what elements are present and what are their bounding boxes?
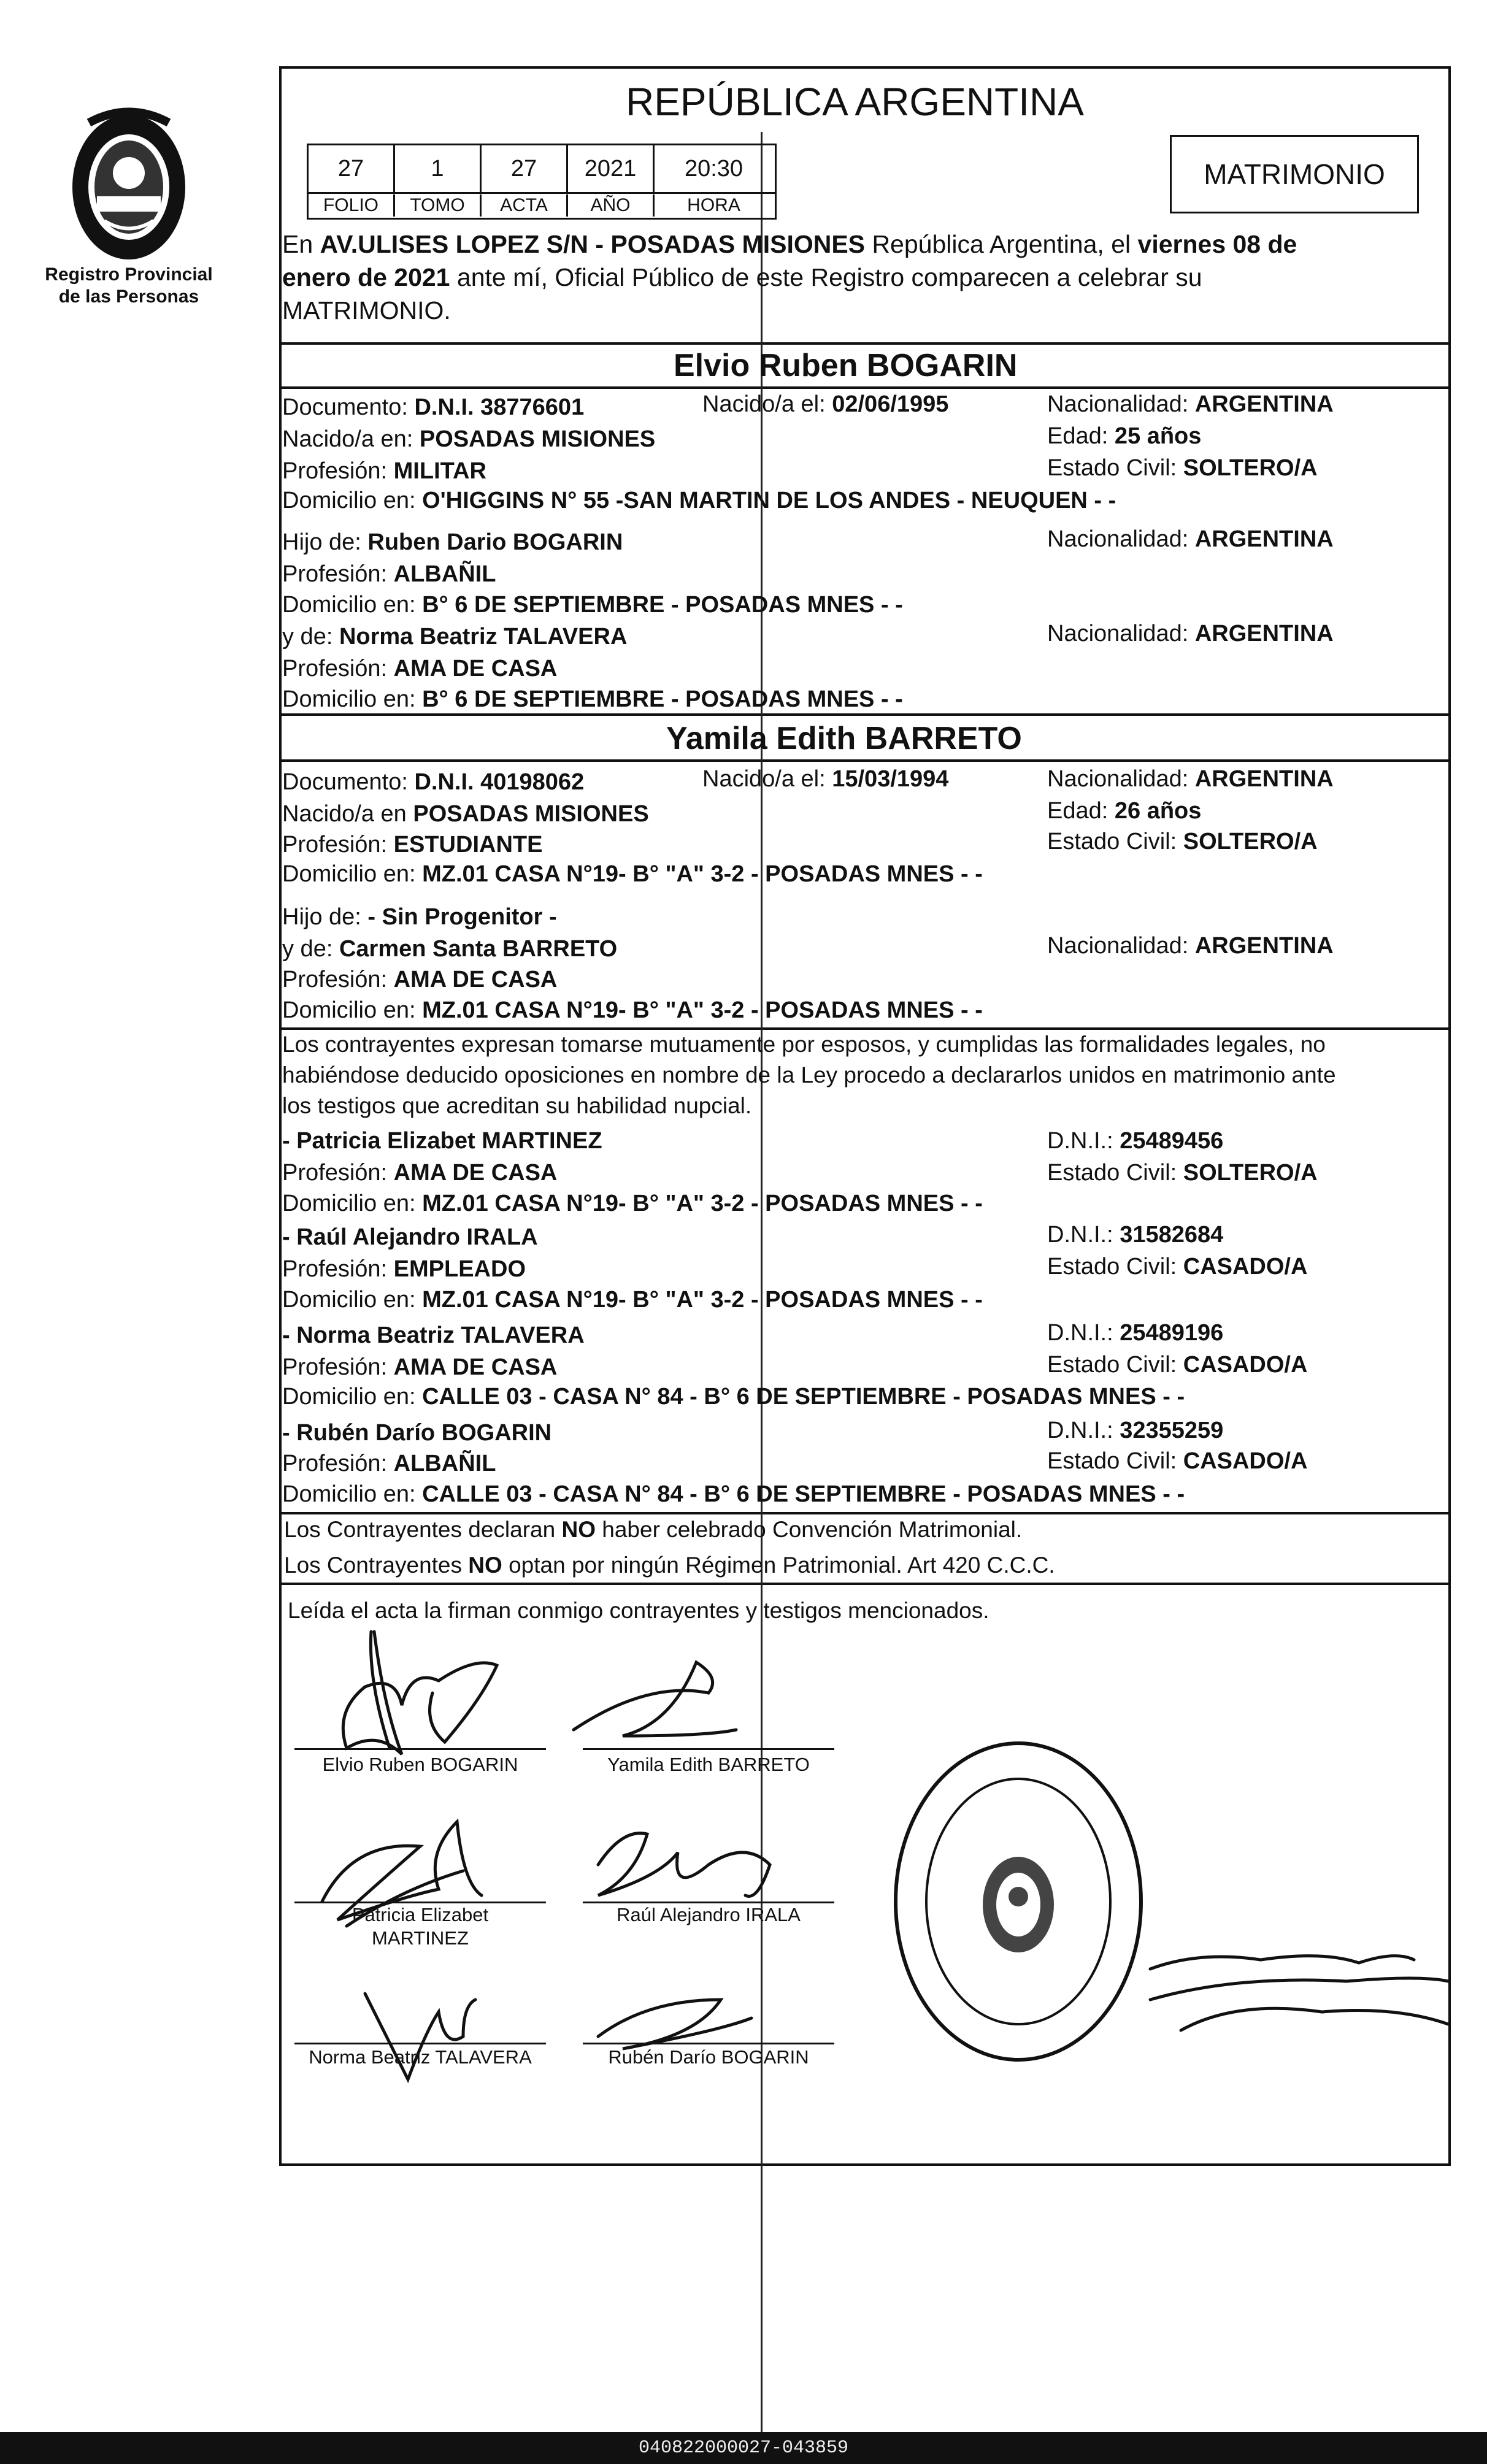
witness-4-name: - Rubén Darío BOGARIN: [282, 1420, 552, 1446]
bride-mother-address: Domicilio en: MZ.01 CASA N°19- B° "A" 3-2 - POSADAS MNES - -: [282, 997, 983, 1023]
witness-3-signature-line: [294, 2043, 546, 2044]
witness-2-name: - Raúl Alejandro IRALA: [282, 1224, 538, 1250]
anio-label: AÑO: [568, 194, 655, 217]
bride-age: Edad: 26 años: [1047, 798, 1202, 824]
witness-3-address: Domicilio en: CALLE 03 - CASA N° 84 - B° 6 DE SEPTIEMBRE - POSADAS MNES - -: [282, 1384, 1185, 1410]
groom-profession: Profesión: MILITAR: [282, 458, 486, 484]
intro-line-2: enero de 2021 ante mí, Oficial Público de este Registro comparecen a celebrar su: [282, 263, 1202, 291]
witness-2-profession: Profesión: EMPLEADO: [282, 1256, 526, 1282]
bride-mother: y de: Carmen Santa BARRETO: [282, 936, 618, 962]
declaration-line-1: Los contrayentes expresan tomarse mutuamente por esposos, y cumplidas las formalidades legales, no: [282, 1032, 1326, 1057]
witness-1-dni: D.N.I.: 25489456: [1047, 1128, 1224, 1154]
hora-value: 20:30: [684, 156, 744, 182]
witness-4-address: Domicilio en: CALLE 03 - CASA N° 84 - B° 6 DE SEPTIEMBRE - POSADAS MNES - -: [282, 1481, 1185, 1507]
footer-barcode-number: 040822000027-043859: [0, 2432, 1487, 2464]
document-title: REPÚBLICA ARGENTINA: [626, 80, 1084, 124]
witness-4-profession: Profesión: ALBAÑIL: [282, 1451, 496, 1476]
groom-mother-address: Domicilio en: B° 6 DE SEPTIEMBRE - POSADAS MNES - -: [282, 686, 903, 712]
witness-1-signature-caption-1: Patricia Elizabet: [352, 1904, 489, 1925]
divider-closing: [279, 1583, 1448, 1585]
groom-signature-caption: Elvio Ruben BOGARIN: [322, 1754, 518, 1775]
anio-value: 2021: [568, 145, 655, 192]
witness-4-signature-caption: Rubén Darío BOGARIN: [608, 2046, 809, 2068]
logo-caption-line1: Registro Provincial: [45, 264, 213, 285]
bride-address: Domicilio en: MZ.01 CASA N°19- B° "A" 3-2 - POSADAS MNES - -: [282, 861, 983, 887]
groom-age: Edad: 25 años: [1047, 423, 1202, 449]
folio-label: FOLIO: [309, 194, 395, 217]
witness-1-profession: Profesión: AMA DE CASA: [282, 1160, 558, 1186]
province-seal-logo: [67, 104, 190, 264]
groom-nationality: Nacionalidad: ARGENTINA: [1047, 391, 1334, 417]
folio-value: 27: [309, 145, 395, 192]
groom-birthdate: Nacido/a el: 02/06/1995: [702, 391, 949, 417]
witness-1-signature-caption-2: MARTINEZ: [372, 1927, 469, 1949]
divider-groom-name: [279, 386, 1448, 389]
acta-value: 27: [482, 145, 568, 192]
groom-document: Documento: D.N.I. 38776601: [282, 394, 585, 420]
groom-mother-profession: Profesión: AMA DE CASA: [282, 656, 558, 681]
bride-signature-caption: Yamila Edith BARRETO: [607, 1754, 810, 1775]
groom-mother-nationality: Nacionalidad: ARGENTINA: [1047, 621, 1334, 647]
witness-3-name: - Norma Beatriz TALAVERA: [282, 1322, 585, 1348]
bride-father: Hijo de: - Sin Progenitor -: [282, 904, 557, 930]
witness-2-address: Domicilio en: MZ.01 CASA N°19- B° "A" 3-2 - POSADAS MNES - -: [282, 1287, 983, 1313]
bride-birthplace: Nacido/a en POSADAS MISIONES: [282, 801, 649, 827]
closing-statement: Leída el acta la firman conmigo contrayentes y testigos mencionados.: [288, 1598, 989, 1623]
groom-name: Elvio Ruben BOGARIN: [674, 348, 1018, 383]
regime-line-1: Los Contrayentes declaran NO haber celebrado Convención Matrimonial.: [284, 1517, 1023, 1542]
declaration-line-2: habiéndose deducido oposiciones en nombre de la Ley procedo a declararlos unidos en matrimonio ante: [282, 1062, 1336, 1088]
bride-mother-nationality: Nacionalidad: ARGENTINA: [1047, 933, 1334, 959]
record-fields-table: [307, 144, 777, 220]
document-type-box: [1170, 135, 1419, 213]
groom-father-nationality: Nacionalidad: ARGENTINA: [1047, 526, 1334, 552]
tomo-value: 1: [395, 145, 482, 192]
declaration-line-3: los testigos que acreditan su habilidad nupcial.: [282, 1093, 752, 1118]
witness-2-civil-status: Estado Civil: CASADO/A: [1047, 1254, 1308, 1280]
bride-signature-line: [583, 1748, 834, 1750]
witness-1-name: - Patricia Elizabet MARTINEZ: [282, 1128, 602, 1154]
intro-line-1: En AV.ULISES LOPEZ S/N - POSADAS MISIONES República Argentina, el viernes 08 de: [282, 230, 1297, 258]
bride-name: Yamila Edith BARRETO: [666, 721, 1022, 756]
witness-3-civil-status: Estado Civil: CASADO/A: [1047, 1352, 1308, 1378]
acta-label: ACTA: [482, 194, 568, 217]
witness-4-signature-line: [583, 2043, 834, 2044]
logo-caption-line2: de las Personas: [58, 286, 199, 307]
bride-mother-profession: Profesión: AMA DE CASA: [282, 967, 558, 992]
bride-civil-status: Estado Civil: SOLTERO/A: [1047, 829, 1318, 854]
divider-groom-top: [279, 342, 1448, 345]
witness-3-dni: D.N.I.: 25489196: [1047, 1320, 1224, 1346]
intro-line-3: MATRIMONIO.: [282, 296, 451, 324]
groom-father-address: Domicilio en: B° 6 DE SEPTIEMBRE - POSADAS MNES - -: [282, 592, 903, 618]
witness-4-dni: D.N.I.: 32355259: [1047, 1418, 1224, 1443]
groom-address: Domicilio en: O'HIGGINS N° 55 -SAN MARTIN DE LOS ANDES - NEUQUEN - -: [282, 488, 1116, 513]
groom-mother: y de: Norma Beatriz TALAVERA: [282, 624, 628, 650]
bride-profession: Profesión: ESTUDIANTE: [282, 832, 543, 858]
witness-2-signature-caption: Raúl Alejandro IRALA: [617, 1904, 801, 1925]
witness-2-dni: D.N.I.: 31582684: [1047, 1222, 1224, 1248]
registry-stamp: [890, 1736, 1147, 2067]
witness-4-civil-status: Estado Civil: CASADO/A: [1047, 1448, 1308, 1474]
groom-civil-status: Estado Civil: SOLTERO/A: [1047, 455, 1318, 481]
groom-signature-line: [294, 1748, 546, 1750]
witness-1-address: Domicilio en: MZ.01 CASA N°19- B° "A" 3-2 - POSADAS MNES - -: [282, 1191, 983, 1216]
groom-birthplace: Nacido/a en: POSADAS MISIONES: [282, 426, 656, 452]
groom-father-profession: Profesión: ALBAÑIL: [282, 561, 496, 587]
bride-nationality: Nacionalidad: ARGENTINA: [1047, 766, 1334, 792]
tomo-label: TOMO: [395, 194, 482, 217]
witness-3-signature-caption: Norma Beatriz TALAVERA: [309, 2046, 532, 2068]
document-type: MATRIMONIO: [1204, 158, 1385, 190]
signature-scribbles: [279, 1607, 1448, 2159]
hora-label: HORA: [687, 195, 740, 215]
bride-document: Documento: D.N.I. 40198062: [282, 769, 585, 795]
witness-1-civil-status: Estado Civil: SOLTERO/A: [1047, 1160, 1318, 1186]
bride-birthdate: Nacido/a el: 15/03/1994: [702, 766, 949, 792]
divider-bride-name: [279, 759, 1448, 762]
groom-father: Hijo de: Ruben Dario BOGARIN: [282, 529, 623, 555]
regime-line-2: Los Contrayentes NO optan por ningún Régimen Patrimonial. Art 420 C.C.C.: [284, 1552, 1055, 1578]
divider-regime: [279, 1512, 1448, 1514]
witness-3-profession: Profesión: AMA DE CASA: [282, 1354, 558, 1380]
